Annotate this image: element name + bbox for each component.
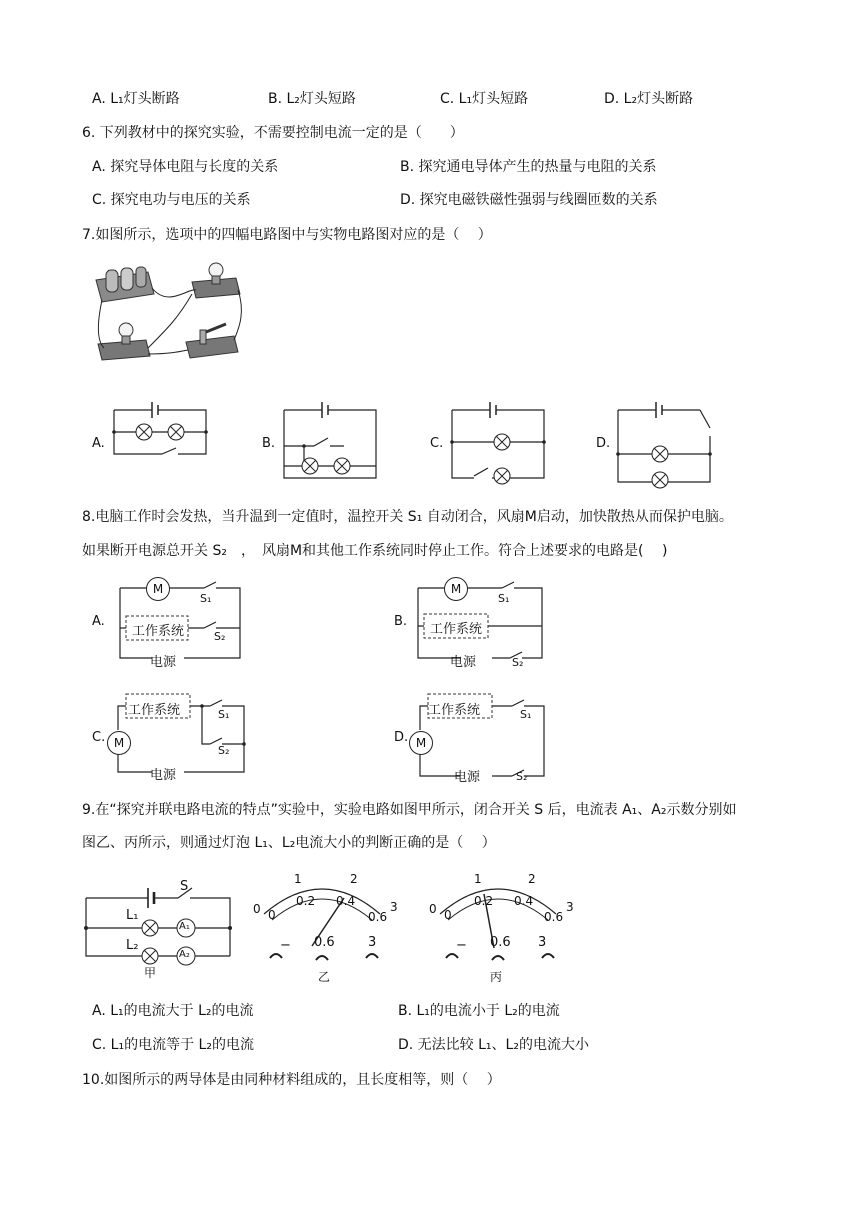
q8-d-s2: S₂ <box>516 770 528 783</box>
q8-option-c-label: C. <box>92 730 106 745</box>
q8-c-s2: S₂ <box>218 744 230 757</box>
q9-bing-tick-big-1: 1 <box>474 872 482 886</box>
q9-bing-tick-small-1: 0.2 <box>474 894 494 908</box>
q8-d-motor <box>409 731 433 755</box>
q9-yi-tick-big-3: 3 <box>390 900 398 914</box>
q9-bing-terminal-minus: − <box>456 938 467 953</box>
q8-b-motor <box>444 577 468 601</box>
q9-yi-terminal-3: 3 <box>368 935 377 950</box>
q8-b-motor-text: M <box>450 582 462 596</box>
q9-bing-tick-small-3: 0.6 <box>544 910 564 924</box>
q9-option-b: B. L₁的电流小于 L₂的电流 <box>398 1003 560 1019</box>
q8-a-motor-text: M <box>152 582 164 596</box>
q8-a-box-text: 工作系统 <box>132 624 185 639</box>
q5-option-b: B. L₂灯头短路 <box>268 91 356 107</box>
q5-option-c: C. L₁灯头短路 <box>440 91 529 107</box>
q9-bing-tick-small-2: 0.4 <box>514 894 534 908</box>
q8-c-motor <box>107 731 131 755</box>
q5-option-a: A. L₁灯头断路 <box>92 91 180 107</box>
q9-l2-label: L₂ <box>126 938 139 953</box>
q9-a1-label: A₁ <box>179 921 190 932</box>
q9-yi-tick-big-0: 0 <box>253 902 261 916</box>
q8-b-power: 电源 <box>450 655 477 670</box>
q10-stem: 10.如图所示的两导体是由同种材料组成的，且长度相等，则（ ） <box>82 1072 501 1088</box>
q9-switch-label: S <box>180 879 189 894</box>
q7-circuit-c <box>452 398 544 480</box>
q9-bing-tick-small-0: 0 <box>444 908 452 922</box>
q9-yi-tick-small-3: 0.6 <box>368 910 388 924</box>
q9-bing-tick-big-3: 3 <box>566 900 574 914</box>
q7-option-c-label: C. <box>430 436 444 451</box>
q9-option-c: C. L₁的电流等于 L₂的电流 <box>92 1037 254 1053</box>
q8-c-power: 电源 <box>150 768 177 783</box>
q9-yi-terminal-minus: − <box>280 938 291 953</box>
q9-yi-tick-small-2: 0.4 <box>336 894 356 908</box>
q8-c-box-text: 工作系统 <box>128 703 181 718</box>
q9-yi-tick-small-0: 0 <box>268 908 276 922</box>
q6-option-a: A. 探究导体电阻与长度的关系 <box>92 159 279 175</box>
q7-option-b-label: B. <box>262 436 276 451</box>
q9-yi-tick-small-1: 0.2 <box>296 894 316 908</box>
q6-option-d: D. 探究电磁铁磁性强弱与线圈匝数的关系 <box>400 192 658 208</box>
q8-d-power: 电源 <box>454 770 481 785</box>
q8-a-s2: S₂ <box>214 630 226 643</box>
q9-bing-terminal-06: 0.6 <box>490 935 511 950</box>
q7-option-d-label: D. <box>596 436 611 451</box>
q8-option-d-label: D. <box>394 730 409 745</box>
q8-option-b-label: B. <box>394 614 408 629</box>
q9-stem-line2: 图乙、丙所示，则通过灯泡 L₁、L₂电流大小的判断正确的是（ ） <box>82 835 496 851</box>
q7-stem: 7.如图所示，选项中的四幅电路图中与实物电路图对应的是（ ） <box>82 227 492 243</box>
q9-a2-label: A₂ <box>179 949 190 960</box>
q8-stem-line1: 8.电脑工作时会发热，当升温到一定值时，温控开关 S₁ 自动闭合，风扇M启动，加快散热从而保护电脑。 <box>82 509 733 525</box>
q9-yi-tick-big-1: 1 <box>294 872 302 886</box>
q8-option-a-label: A. <box>92 614 105 629</box>
q7-option-a-label: A. <box>92 436 105 451</box>
q8-d-s1: S₁ <box>520 708 532 721</box>
q9-bing-tick-big-2: 2 <box>528 872 536 886</box>
q8-b-s1: S₁ <box>498 592 510 605</box>
q7-physical-circuit-figure <box>88 258 248 370</box>
q6-option-b: B. 探究通电导体产生的热量与电阻的关系 <box>400 159 657 175</box>
q9-bing-tick-big-0: 0 <box>429 902 437 916</box>
q9-circuit-jia <box>86 876 234 966</box>
q9-yi-terminal-06: 0.6 <box>314 935 335 950</box>
q8-b-s2: S₂ <box>512 656 524 669</box>
q9-fig-jia-label: 甲 <box>144 966 157 980</box>
q9-yi-tick-big-2: 2 <box>350 872 358 886</box>
q7-circuit-b <box>284 398 376 480</box>
q9-l1-label: L₁ <box>126 908 139 923</box>
q8-b-box-text: 工作系统 <box>430 622 483 637</box>
q9-option-a: A. L₁的电流大于 L₂的电流 <box>92 1003 254 1019</box>
q8-c-motor-text: M <box>113 736 125 750</box>
q6-stem: 6. 下列教材中的探究实验，不需要控制电流一定的是（ ） <box>82 125 464 141</box>
q9-bing-terminal-3: 3 <box>538 935 547 950</box>
q8-d-motor-text: M <box>415 736 427 750</box>
q8-a-s1: S₁ <box>200 592 212 605</box>
q9-option-d: D. 无法比较 L₁、L₂的电流大小 <box>398 1037 589 1053</box>
q9-stem-line1: 9.在“探究并联电路电流的特点”实验中，实验电路如图甲所示，闭合开关 S 后，电流表 A₁、A₂示数分别如 <box>82 802 737 818</box>
q7-circuit-a <box>114 398 206 474</box>
q9-fig-yi-label: 乙 <box>318 970 331 984</box>
q8-a-power: 电源 <box>150 655 177 670</box>
q8-d-box-text: 工作系统 <box>428 703 481 718</box>
q8-a-motor <box>146 577 170 601</box>
q6-option-c: C. 探究电功与电压的关系 <box>92 192 251 208</box>
q5-option-d: D. L₂灯头断路 <box>604 91 694 107</box>
q9-fig-bing-label: 丙 <box>490 970 503 984</box>
q8-stem-line2: 如果断开电源总开关 S₂ ， 风扇M和其他工作系统同时停止工作。符合上述要求的电路是( ) <box>82 543 668 559</box>
q8-c-s1: S₁ <box>218 708 230 721</box>
q7-circuit-d <box>618 398 710 484</box>
